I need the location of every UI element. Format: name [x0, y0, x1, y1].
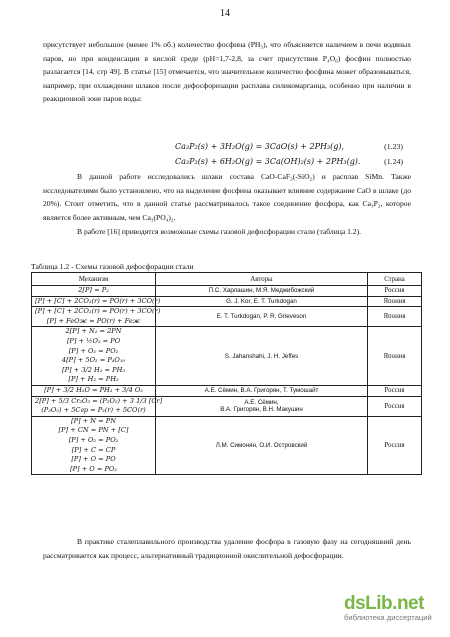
mechanism-line: 2[P] = P₂ [78, 286, 109, 294]
equation-number: (1.24) [384, 157, 403, 166]
table-row [32, 385, 422, 396]
mechanism-line: 4[P] + 5O₂ = P₄O₁₀ [61, 356, 126, 365]
mechanism-line: (P₂O₅) + 5Cгр = P₂(r) + 5CO(r) [41, 406, 146, 415]
equation-formula: Ca₃P₂(s) + 3H₂O(g) = 3CaO(s) + 2PH₃(g), [175, 142, 345, 151]
mechanism-line: [P] + CN = PN + [C] [58, 426, 129, 435]
watermark-logo: dsLib.net [344, 593, 424, 614]
cell-country: Россия [368, 396, 422, 416]
table-row [32, 396, 422, 416]
paragraph-4: В практике сталеплавильного производства удаление фосфора в газовую фазу на сегодняшний день рассматривается как процесс, альтернативный традиционной окислительной дефосфорации. [43, 537, 411, 560]
cell-country: Россия [368, 416, 422, 475]
cell-authors [156, 396, 368, 416]
cell-country: Япония [368, 296, 422, 307]
mechanism-line: [P] + [C] + 2CO₂(r) = PO(r) + 3CO(r) [35, 307, 161, 316]
mechanism-line: [P] + [C] + 2CO₂(r) = PO(r) + 3CO(r) [35, 296, 161, 305]
cell-authors: А.Е. Сёмин, В.А. Григорян, Т. Тумошайт [156, 385, 368, 396]
equation-formula: Ca₃P₂(s) + 6H₂O(g) = 3Ca(OH)₂(s) + 2PH₃(g). [175, 157, 361, 166]
mechanism-line: [P] + 3/2 H₂O = PH₃ + 3/4 O₂ [44, 385, 143, 394]
cell-authors: Л.М. Симонян, О.И. Островский [156, 416, 368, 475]
cell-mechanism [32, 286, 156, 297]
watermark-subtitle: библиотека диссертаций [344, 613, 432, 622]
cell-mechanism [32, 396, 163, 416]
mechanism-line: [P] + H₂ = PH₂ [68, 375, 119, 384]
cell-authors: G. J. Kor, E. T. Turkdogan [156, 296, 368, 307]
cell-country: Япония [368, 327, 422, 386]
author-line: В.А. Григорян, В.Н. Макушин [220, 406, 303, 414]
equation-number: (1.23) [384, 142, 403, 151]
paragraph-3: В работе [16] приводятся возможные схемы газовой дефосфорации стали (таблица 1.2). [77, 227, 362, 236]
mechanism-line: [P] + O₂ = PO₂ [68, 346, 119, 355]
paragraph-2: В данной работе исследовались шлаки состава CaO-CaF₂(-SiO₂) и расплав SiMn. Также исследователями было установлено, что на выделение фосфина оказывает влияние содержание CaO в шлаке (до 20%). Стоит отметить, что в данной статье рассматривалось такое соединение фосфора, как Ca₃P₂, которое является более активным, чем Ca₃(PO₄)₂. [43, 172, 411, 222]
table-header-row [32, 273, 422, 286]
table-row [32, 416, 422, 475]
table-row [32, 327, 422, 386]
cell-country: Россия [368, 286, 422, 297]
mechanism-line: [P] + C = CP [71, 445, 116, 454]
header-country: Страна [368, 273, 422, 286]
mechanism-line: [P] + O = PO [71, 455, 116, 464]
cell-mechanism [32, 307, 161, 327]
mechanism-line: [P] + O = PO₂ [70, 464, 117, 473]
mechanism-line: 2[P] + 5/3 Cr₂O₃ = (P₂O₅) + 3 1/3 [Cr] [35, 396, 163, 405]
cell-mechanism [32, 296, 161, 307]
header-authors: Авторы [156, 273, 368, 286]
cell-authors: П.С. Харлашин, М.Я. Меджибожский [156, 286, 368, 297]
cell-country: Россия [368, 385, 422, 396]
paragraph-1: присутствует небольшое (менее 1% об.) количество фосфина (PH₃), что объясняется наличием в печи водяных паров, но при конденсации в кислой среде (pH=1,7-2,8, за счет присутствия P₄O₆) фосфин полностью разлагается [14, стр 49]. В статье [15] отмечается, что значительное количество фосфина может образовываться, например, при охлаждении шлаков после дефосфоризации расплава силикомарганца, особенно при наличии в реакционной зоне паров воды: [43, 40, 411, 104]
equation-1-24 [43, 155, 411, 169]
table-caption: Таблица 1.2 - Схемы газовой дефосфорации стали [31, 262, 194, 271]
cell-mechanism [32, 416, 156, 475]
table-body [32, 286, 422, 475]
mechanism-line: [P] + 3/2 H₂ = PH₃ [62, 365, 125, 374]
page-number: 14 [220, 8, 230, 19]
mechanism-line: [P] + O₂ = PO₂ [68, 435, 119, 444]
cell-authors: S. Jahanshahi, J. H. Jeffes [156, 327, 368, 386]
table-row [32, 286, 422, 297]
watermark [344, 593, 444, 622]
dephosphorization-schemes-table [31, 272, 422, 475]
mechanism-line: [P] + N = PN [71, 416, 116, 425]
mechanism-line: [P] + ½O₂ = PO [66, 336, 121, 345]
table-row [32, 296, 422, 307]
mechanism-line: [P] + FeOж = PO(r) + Feж [46, 316, 141, 325]
cell-authors: E. T. Turkdogan, P. R. Grieveson [156, 307, 368, 327]
header-mechanism: Механизм [32, 273, 156, 286]
cell-mechanism [32, 385, 156, 396]
mechanism-line: 2[P] + N₂ = 2PN [65, 327, 122, 336]
table-row [32, 307, 422, 327]
cell-country: Япония [368, 307, 422, 327]
author-line: А.Е. Сёмин, [244, 399, 279, 407]
equation-1-23 [43, 140, 411, 154]
cell-mechanism [32, 327, 156, 386]
